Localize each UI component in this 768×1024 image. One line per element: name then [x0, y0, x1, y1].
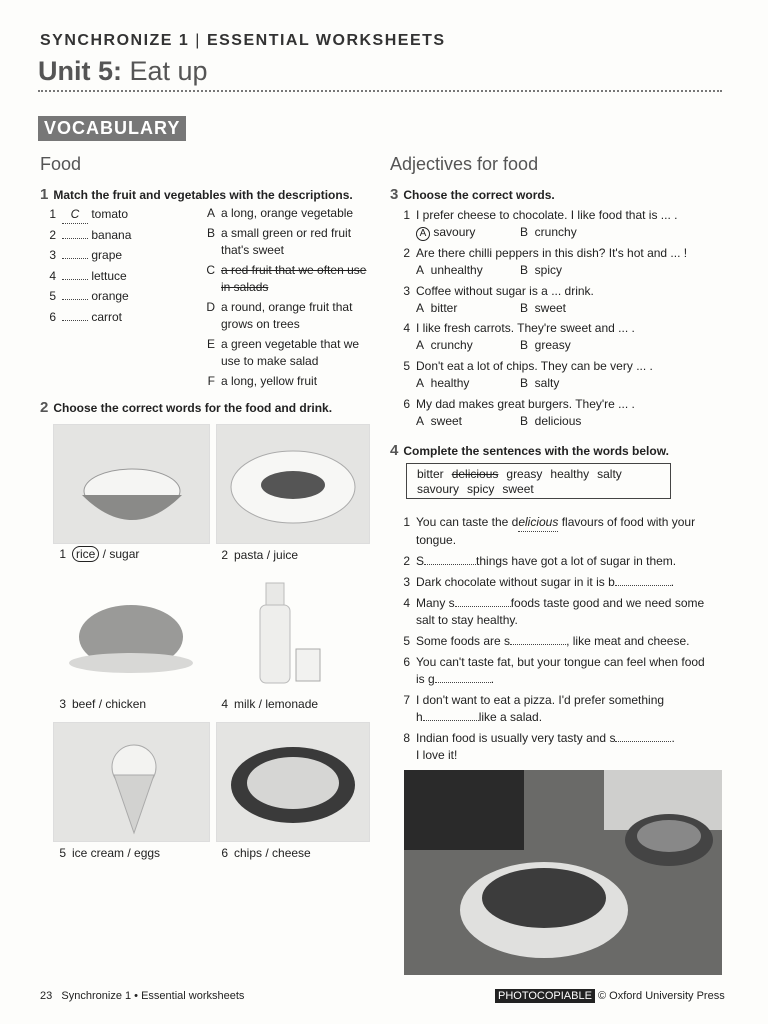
list-item: [398, 207, 718, 245]
description-text: a small green or red fruit: [221, 226, 352, 240]
caption-number: 1: [59, 547, 66, 561]
caption-option-b[interactable]: juice: [273, 548, 299, 562]
ice-cream-cone-icon: [54, 723, 209, 841]
ex4-items: [398, 514, 720, 764]
caption-2: 2 pasta / juice: [216, 548, 298, 562]
item-number: 7: [403, 693, 410, 707]
description-b: [203, 225, 378, 259]
item-number: 4: [403, 321, 410, 336]
list-item: [44, 268, 131, 289]
item-word: orange: [91, 289, 129, 303]
list-item: [398, 245, 718, 283]
ex1-descriptions: [203, 205, 378, 390]
description-letter: F: [207, 374, 215, 388]
description-e: [203, 336, 378, 370]
item-number: 4: [403, 596, 410, 610]
caption-5: 5 ice cream / eggs: [54, 846, 160, 860]
dotted-divider: [38, 90, 722, 92]
item-number: 1: [49, 207, 56, 221]
caption-number: 4: [221, 697, 228, 711]
option-a[interactable]: A unhealthy: [416, 262, 483, 277]
publisher: © Oxford University Press: [598, 990, 725, 1002]
list-item: [398, 692, 720, 726]
answer-blank[interactable]: [615, 741, 671, 742]
list-item: [398, 633, 720, 650]
ex3-instruction: Choose the correct words.: [403, 188, 555, 202]
list-item: [398, 574, 720, 591]
word-delicious: delicious: [451, 467, 499, 481]
question-text: Don't eat a lot of chips. They can be very ... .: [416, 359, 653, 374]
word-box: [406, 463, 671, 499]
caption-option-b[interactable]: sugar: [109, 547, 140, 561]
option-b[interactable]: B delicious: [520, 413, 582, 428]
sentence-text: I don't want to eat a pizza. I'd prefer something: [416, 693, 665, 707]
word-spicy: spicy: [467, 482, 495, 496]
description-letter: B: [206, 226, 215, 240]
word-bitter: bitter: [417, 467, 444, 481]
item-word: tomato: [91, 207, 129, 221]
list-item: [44, 288, 131, 309]
sentence-text: salt to stay healthy.: [416, 613, 518, 627]
caption-number: 6: [221, 846, 228, 860]
milk-bottle-icon: [216, 575, 368, 690]
sentence-text: things have got a lot of sugar in them.: [476, 554, 677, 568]
answer-blank[interactable]: [435, 682, 491, 683]
item-word: lettuce: [91, 268, 127, 283]
unit-label: Unit 5:: [38, 56, 122, 86]
footer-right: [495, 990, 725, 1002]
section-food: Food: [40, 154, 82, 174]
answer-blank[interactable]: [423, 720, 479, 721]
description-c: [203, 262, 378, 296]
item-word: carrot: [91, 309, 123, 324]
description-text: a long, orange vegetable: [221, 206, 354, 220]
series-name: SYNCHRONIZE 1: [40, 32, 190, 49]
list-item: [398, 396, 718, 434]
caption-option-b[interactable]: eggs: [134, 846, 161, 860]
list-item: [44, 206, 131, 227]
answer-blank[interactable]: [62, 258, 88, 259]
word-healthy: healthy: [550, 467, 590, 481]
item-number: 6: [49, 309, 56, 324]
image-ice-cream: [53, 722, 210, 842]
book-title: Synchronize 1 • Essential worksheets: [61, 990, 245, 1002]
description-text: in salads: [221, 280, 269, 294]
description-text: that's sweet: [221, 243, 284, 257]
question-text: I prefer cheese to chocolate. I like food that is ... .: [416, 208, 678, 222]
caption-option-a[interactable]: ice cream: [72, 846, 125, 860]
caption-option-a[interactable]: chips: [234, 846, 263, 860]
list-item: [398, 358, 718, 396]
page-number: 23: [40, 990, 53, 1002]
list-item: [398, 595, 720, 629]
option-b[interactable]: B sweet: [520, 300, 567, 315]
sentence-text: flavours of food with your: [561, 515, 696, 529]
caption-number: 3: [59, 697, 66, 711]
caption-1: 1 rice / sugar: [54, 547, 139, 561]
pasta-plate-icon: [217, 425, 369, 543]
caption-6: 6 chips / cheese: [216, 846, 311, 860]
caption-3: 3 beef / chicken: [54, 697, 146, 711]
item-number: 5: [49, 289, 56, 303]
ex1-instruction: Match the fruit and vegetables with the descriptions.: [53, 188, 353, 202]
list-item: [398, 553, 720, 570]
item-number: 4: [49, 268, 56, 283]
item-word: grape: [91, 248, 123, 262]
answer-blank[interactable]: [62, 279, 88, 280]
caption-option-b[interactable]: cheese: [272, 846, 311, 860]
description-letter: D: [206, 300, 215, 314]
answer-blank[interactable]: elicious: [518, 514, 558, 532]
word-sweet: sweet: [502, 482, 534, 496]
sentence-text: , like meat and cheese.: [566, 634, 690, 648]
ex4-heading: [390, 442, 669, 459]
answer-blank[interactable]: [615, 585, 671, 586]
option-a[interactable]: A healthy: [416, 376, 470, 391]
ex2-number: 2: [40, 399, 49, 416]
ex3-heading: [390, 186, 555, 203]
image-pasta: [216, 424, 370, 544]
option-a[interactable]: A bitter: [416, 300, 458, 315]
item-number: 1: [403, 208, 410, 222]
caption-option-a[interactable]: rice: [72, 546, 99, 562]
description-letter: C: [206, 263, 215, 277]
image-chicken: [53, 575, 208, 690]
series-title: SYNCHRONIZE 1 | ESSENTIAL WORKSHEETS: [40, 32, 446, 49]
item-number: 6: [403, 655, 410, 669]
ex3-items: [398, 207, 718, 434]
question-text: Coffee without sugar is a ... drink.: [416, 283, 594, 298]
description-text: a green vegetable that we: [221, 337, 360, 351]
option-b[interactable]: B crunchy: [520, 225, 577, 239]
sentence-text: Many s: [416, 596, 455, 610]
option-a[interactable]: A sweet: [416, 413, 463, 428]
roast-chicken-icon: [53, 575, 208, 690]
option-b[interactable]: B salty: [520, 376, 560, 391]
section-adjectives: Adjectives for food: [390, 154, 539, 174]
description-d: [203, 299, 378, 333]
description-text: grows on trees: [221, 317, 300, 331]
sentence-text: tongue.: [416, 533, 457, 547]
option-a[interactable]: A savoury: [416, 224, 520, 241]
option-a[interactable]: A crunchy: [416, 338, 473, 353]
question-text: I like fresh carrots. They're sweet and ... .: [416, 321, 635, 336]
sentence-text: I love it!: [416, 748, 458, 762]
sentence-text: You can't taste fat, but your tongue can feel when food: [416, 655, 705, 669]
salad-photo: [404, 770, 722, 975]
answer-blank[interactable]: [62, 320, 88, 321]
question-text: Are there chilli peppers in this dish? It's hot and ... !: [416, 245, 688, 260]
list-item: [398, 320, 718, 358]
item-number: 3: [403, 283, 410, 298]
option-b[interactable]: B greasy: [520, 338, 571, 353]
word-greasy: greasy: [506, 467, 543, 481]
list-item: [44, 227, 131, 248]
item-number: 8: [403, 731, 410, 745]
item-word: banana: [91, 227, 132, 242]
sentence-text: Indian food is usually very tasty and s: [416, 731, 616, 745]
item-number: 5: [403, 634, 410, 648]
description-text: a round, orange fruit that: [221, 300, 353, 314]
option-b[interactable]: B spicy: [520, 262, 563, 277]
sentence-text: like a salad.: [478, 710, 543, 724]
sentence-text: .: [670, 575, 675, 589]
description-text: a long, yellow fruit: [221, 374, 318, 388]
series-subtitle: ESSENTIAL WORKSHEETS: [206, 32, 446, 49]
caption-option-a[interactable]: milk: [234, 697, 256, 711]
image-milk: [216, 575, 368, 690]
item-number: 6: [403, 396, 410, 411]
item-number: 2: [49, 227, 56, 242]
question-text: My dad makes great burgers. They're ... .: [416, 396, 635, 411]
list-item: [44, 309, 131, 330]
sentence-text: Some foods are s: [416, 634, 511, 648]
photocopiable-badge: PHOTOCOPIABLE: [495, 989, 595, 1003]
item-number: 2: [403, 554, 410, 568]
sentence-text: .: [671, 731, 675, 745]
item-number: 5: [403, 359, 410, 374]
caption-option-a[interactable]: beef: [72, 697, 96, 711]
ex1-heading: [40, 186, 353, 203]
list-item: 6 You can't taste fat, but your tongue can feel when food is g .: [398, 654, 720, 688]
caption-option-b[interactable]: lemonade: [265, 697, 319, 711]
ex1-items: [44, 206, 131, 329]
answer-blank[interactable]: C: [62, 206, 88, 224]
description-text: a red fruit that we often use: [221, 263, 367, 277]
unit-title: [38, 56, 208, 87]
caption-option-a[interactable]: pasta: [234, 548, 264, 562]
sentence-text: S: [416, 554, 425, 568]
image-chips: [216, 722, 370, 842]
word-savoury: savoury: [417, 482, 460, 496]
sentence-text: foods taste good and we need some: [510, 596, 705, 610]
ex2-instruction: Choose the correct words for the food and drink.: [53, 401, 333, 415]
list-item: [398, 730, 720, 764]
ex3-number: 3: [390, 186, 399, 203]
image-rice: [53, 424, 210, 544]
description-f: [203, 373, 378, 390]
answer-blank[interactable]: [424, 564, 476, 565]
unit-name: Eat up: [129, 56, 208, 86]
answer-blank[interactable]: [510, 644, 566, 645]
item-number: 3: [49, 248, 56, 262]
chips-plate-icon: [217, 723, 369, 841]
ex1-number: 1: [40, 186, 49, 203]
rice-bowl-icon: [54, 425, 209, 543]
sentence-text: h: [416, 710, 423, 724]
description-text: use to make salad: [221, 354, 319, 368]
item-number: 3: [403, 575, 410, 589]
item-number: 1: [403, 515, 410, 529]
sentence-text: is g: [416, 672, 435, 686]
footer-left: [40, 990, 244, 1002]
description-letter: A: [206, 206, 215, 220]
salad-bowl-icon: [404, 770, 722, 975]
list-item: [44, 247, 131, 268]
word-salty: salty: [597, 467, 622, 481]
caption-number: 5: [59, 846, 66, 860]
caption-4: 4 milk / lemonade: [216, 697, 318, 711]
answer-blank[interactable]: [62, 238, 88, 239]
vocabulary-banner: VOCABULARY: [38, 116, 186, 141]
answer-blank[interactable]: [62, 299, 88, 300]
item-number: 2: [403, 245, 410, 260]
sentence-text: You can taste the d: [416, 515, 519, 529]
list-item: [398, 283, 718, 321]
ex4-instruction: Complete the sentences with the words below.: [403, 444, 669, 458]
ex4-number: 4: [390, 442, 399, 459]
description-letter: E: [206, 337, 215, 351]
list-item: [398, 514, 720, 549]
ex2-heading: [40, 399, 332, 416]
caption-number: 2: [221, 548, 228, 562]
caption-option-b[interactable]: chicken: [105, 697, 147, 711]
sentence-text: Dark chocolate without sugar in it is b: [416, 575, 615, 589]
answer-blank[interactable]: [455, 606, 511, 607]
description-a: [203, 205, 378, 222]
